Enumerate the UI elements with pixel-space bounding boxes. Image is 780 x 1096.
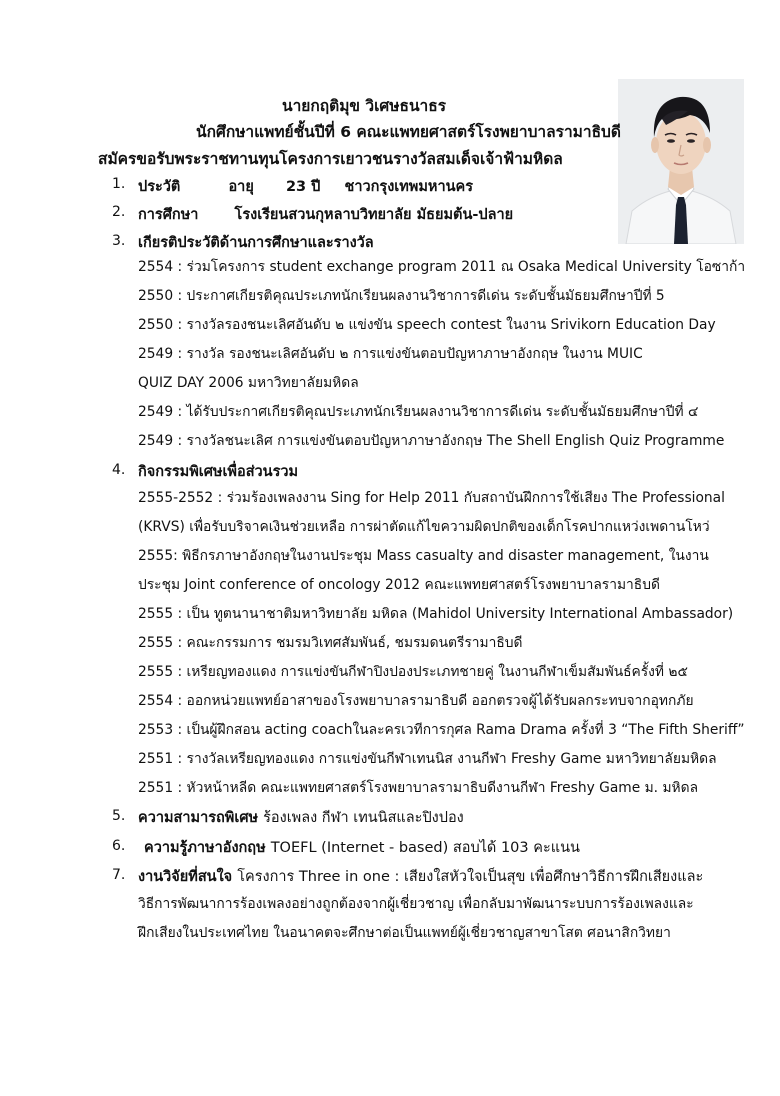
activity-line: 2555: พิธีกรภาษาอังกฤษในงานประชุม Mass casualty and disaster management, ในงาน xyxy=(138,548,709,564)
activity-line: 2551 : หัวหน้าหลีด คณะแพทยศาสตร์โรงพยาบาลรามาธิบดีงานกีฬา Freshy Game ม. มหิดล xyxy=(138,780,699,796)
research-intro: โครงการ Three in one : เสียงใสหัวใจเป็นสุข เพื่อศึกษาวิธีการฝึกเสียงและ xyxy=(237,869,704,885)
origin: ชาวกรุงเทพมหานคร xyxy=(344,179,474,195)
section-5-row xyxy=(138,806,464,829)
activity-line: 2554 : ออกหน่วยแพทย์อาสาของโรงพยาบาลรามาธิบดี ออกตรวจผู้ได้รับผลกระทบจากอุทกภัย xyxy=(138,693,694,709)
activity-line: 2555 : เหรียญทองแดง การแข่งขันกีฬาปิงปองประเภทชายคู่ ในงานกีฬาเข็มสัมพันธ์ครั้งที่ ๒๕ xyxy=(138,664,688,680)
section-2-row xyxy=(138,203,513,226)
section-1-number: 1. xyxy=(112,176,126,192)
section-7-number: 7. xyxy=(112,867,126,883)
section-1-title: ประวัติ xyxy=(138,179,181,195)
section-2-title: การศึกษา xyxy=(138,207,199,223)
section-2-number: 2. xyxy=(112,204,126,220)
applicant-name: นายกฤติมุข วิเศษธนาธร xyxy=(282,97,447,115)
section-3-number: 3. xyxy=(112,233,126,249)
section-5-title: ความสามารถพิเศษ xyxy=(138,810,259,826)
applicant-position: นักศึกษาแพทย์ชั้นปีที่ 6 คณะแพทยศาสตร์โรงพยาบาลรามาธิบดี xyxy=(196,123,621,141)
section-4-number: 4. xyxy=(112,462,126,478)
activity-line: 2555 : คณะกรรมการ ชมรมวิเทศสัมพันธ์, ชมรมดนตรีรามาธิบดี xyxy=(138,635,523,651)
activity-line: 2555 : เป็น ทูตนานาชาติมหาวิทยาลัย มหิดล (Mahidol University International Ambassador) xyxy=(138,606,734,622)
activity-line: 2553 : เป็นผู้ฝึกสอน acting coachในละครเวทีการกุศล Rama Drama ครั้งที่ 3 “The Fifth Sheriff” xyxy=(138,722,745,738)
application-title: สมัครขอรับพระราชทานทุนโครงการเยาวชนรางวัลสมเด็จเจ้าฟ้ามหิดล xyxy=(98,150,563,168)
award-line: 2550 : ประกาศเกียรติคุณประเภทนักเรียนผลงานวิชาการดีเด่น ระดับชั้นมัธยมศึกษาปีที่ 5 xyxy=(138,288,665,304)
portrait-icon xyxy=(618,79,744,244)
school-name: โรงเรียนสวนกุหลาบวิทยาลัย มัธยมต้น-ปลาย xyxy=(234,207,514,223)
section-7-row xyxy=(138,865,703,888)
award-line: 2549 : ได้รับประกาศเกียรติคุณประเภทนักเรียนผลงานวิชาการดีเด่น ระดับชั้นมัธยมศึกษาปีที่ ๔ xyxy=(138,404,699,420)
section-6-number: 6. xyxy=(112,838,126,854)
age-value: 23 ปี xyxy=(285,179,321,195)
section-7-title: งานวิจัยที่สนใจ xyxy=(138,869,233,885)
portrait-photo xyxy=(618,79,744,244)
special-skills: ร้องเพลง กีฬา เทนนิสและปิงปอง xyxy=(263,810,464,826)
research-line: วิธีการพัฒนาการร้องเพลงอย่างถูกต้องจากผู้เชี่ยวชาญ เพื่อกลับมาพัฒนาระบบการร้องเพลงและ xyxy=(138,896,694,912)
award-line: 2549 : รางวัลชนะเลิศ การแข่งขันตอบปัญหาภาษาอังกฤษ The Shell English Quiz Programme xyxy=(138,433,725,449)
research-line: ฝึกเสียงในประเทศไทย ในอนาคตจะศึกษาต่อเป็นแพทย์ผู้เชี่ยวชาญสาขาโสต ศอนาสิกวิทยา xyxy=(138,925,671,941)
award-line: 2554 : ร่วมโครงการ student exchange program 2011 ณ Osaka Medical University โอซาก้า xyxy=(138,259,746,275)
section-6-row xyxy=(144,836,580,859)
award-line: QUIZ DAY 2006 มหาวิทยาลัยมหิดล xyxy=(138,375,359,391)
activity-line: ประชุม Joint conference of oncology 2012 คณะแพทยศาสตร์โรงพยาบาลรามาธิบดี xyxy=(138,577,660,593)
award-line: 2549 : รางวัล รองชนะเลิศอันดับ ๒ การแข่งขันตอบปัญหาภาษาอังกฤษ ในงาน MUIC xyxy=(138,346,643,362)
activity-line: 2555-2552 : ร่วมร้องเพลงงาน Sing for Help 2011 กับสถาบันฝึกการใช้เสียง The Professional xyxy=(138,490,725,506)
section-1-row xyxy=(138,175,473,198)
age-label: อายุ xyxy=(228,179,254,195)
section-5-number: 5. xyxy=(112,808,126,824)
activity-line: (KRVS) เพื่อรับบริจาคเงินช่วยเหลือ การผ่าตัดแก้ไขความผิดปกติของเด็กโรคปากแหว่งเพดานโหว่ xyxy=(138,519,710,535)
toefl-score: TOEFL (Internet - based) สอบได้ 103 คะแนน xyxy=(270,840,580,856)
section-3-title: เกียรติประวัติด้านการศึกษาและรางวัล xyxy=(138,235,374,251)
activity-line: 2551 : รางวัลเหรียญทองแดง การแข่งขันกีฬาเทนนิส งานกีฬา Freshy Game มหาวิทยาลัยมหิดล xyxy=(138,751,717,767)
section-4-title: กิจกรรมพิเศษเพื่อส่วนรวม xyxy=(138,464,299,480)
section-6-title: ความรู้ภาษาอังกฤษ xyxy=(144,840,266,856)
award-line: 2550 : รางวัลรองชนะเลิศอันดับ ๒ แข่งขัน speech contest ในงาน Srivikorn Education Day xyxy=(138,317,716,333)
